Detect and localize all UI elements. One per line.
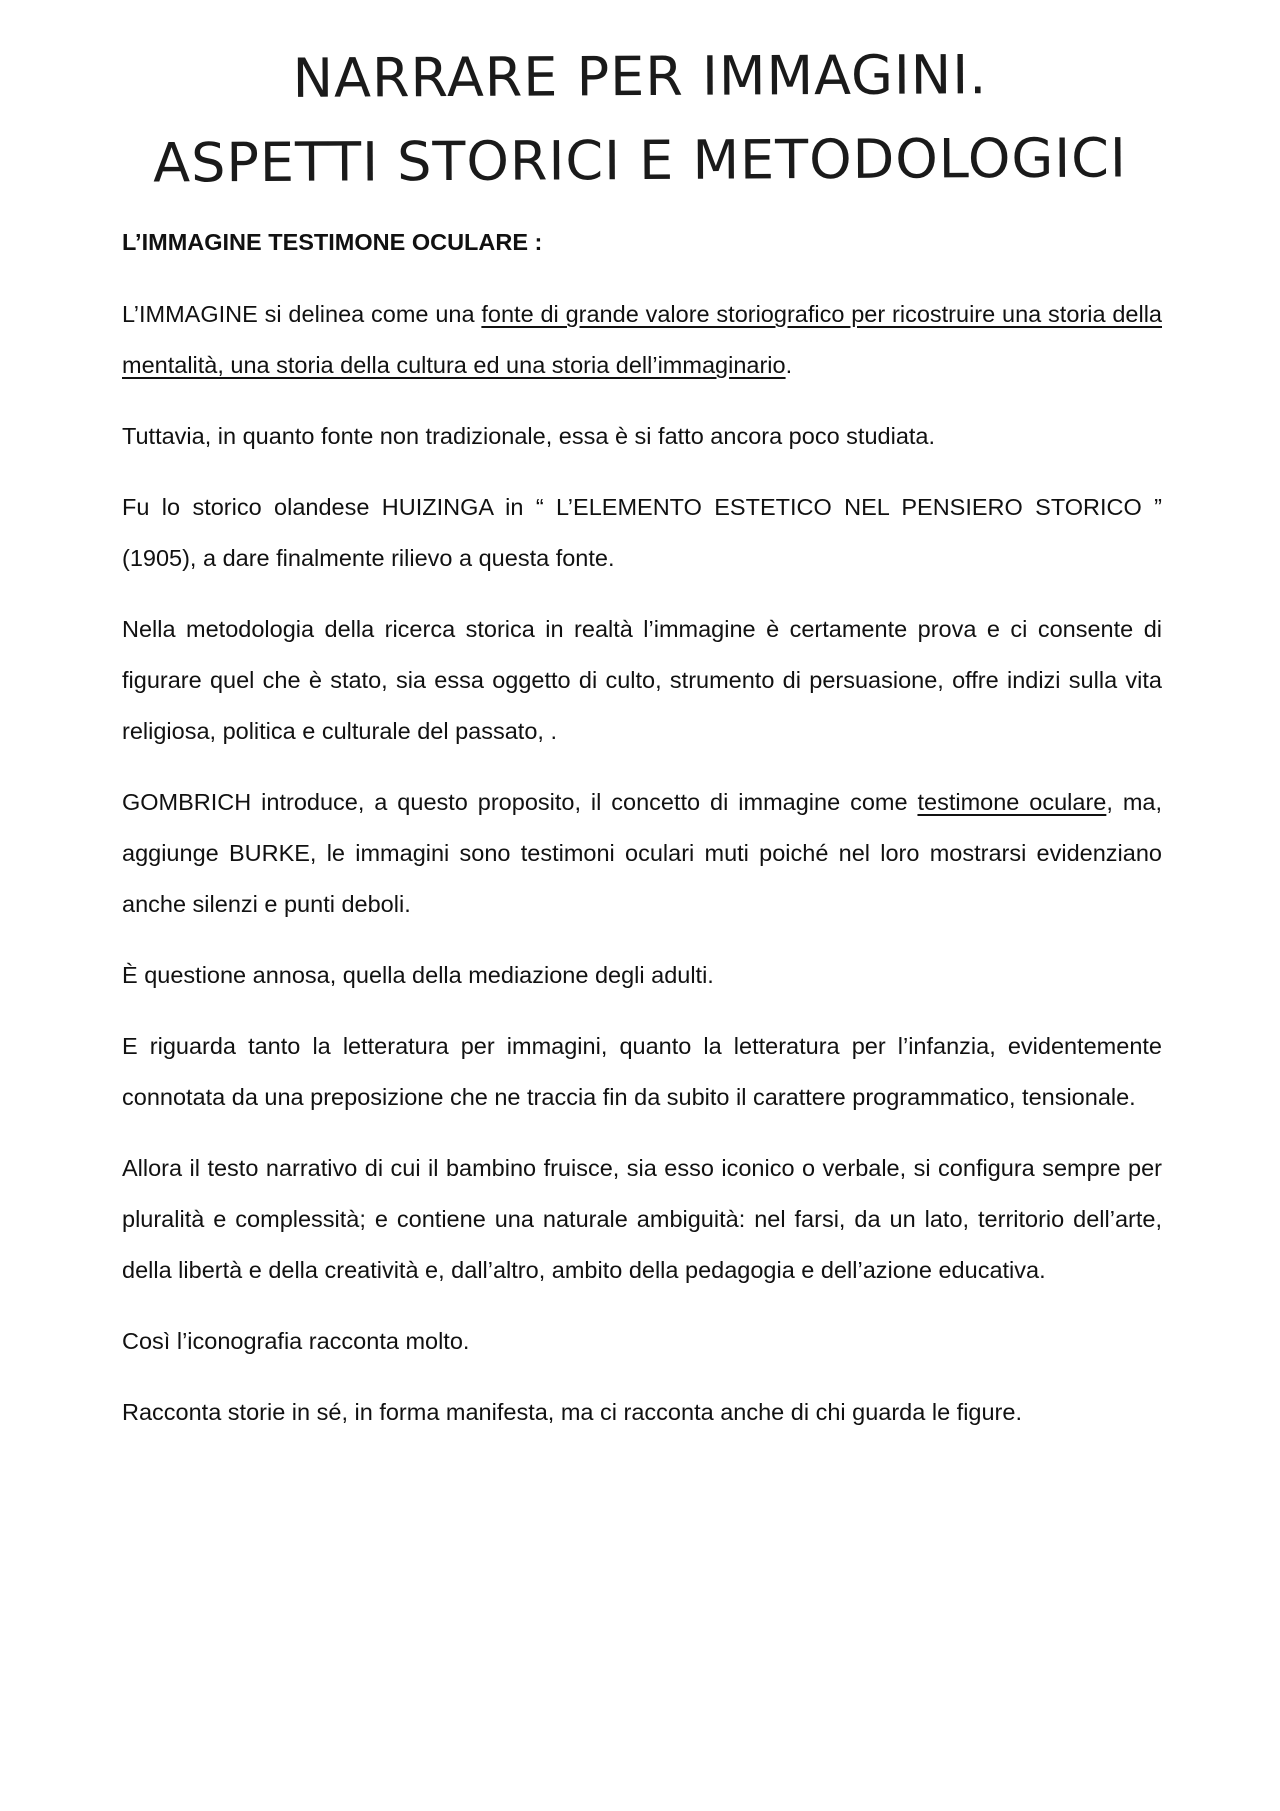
paragraph-6: È questione annosa, quella della mediazione degli adulti.: [122, 962, 714, 988]
paragraph-4: Nella metodologia della ricerca storica in realtà l’immagine è certamente prova e ci consente di figurare quel che è stato, sia essa oggetto di culto, strumento di persuasione, offre indizi sulla vita religiosa, politica e culturale del passato, .: [122, 616, 1162, 744]
document-body: [122, 222, 1162, 1458]
paragraph-1-intro: L’IMMAGINE si delinea come una: [122, 301, 482, 327]
paragraph-1-underlined: fonte di grande valore storiografico per ricostruire una storia della mentalità, una storia della cultura ed una storia dell’immaginario: [122, 301, 1162, 378]
section-heading: L’IMMAGINE TESTIMONE OCULARE :: [122, 229, 543, 255]
paragraph-5-rest: , ma, aggiunge BURKE, le immagini sono testimoni oculari muti poiché nel loro mostrarsi evidenziano anche silenzi e punti deboli.: [122, 789, 1162, 917]
paragraph-5-intro: GOMBRICH introduce, a questo proposito, il concetto di immagine come: [122, 789, 918, 815]
paragraph-1-end: .: [785, 352, 793, 378]
paragraph-2: Tuttavia, in quanto fonte non tradizionale, essa è si fatto ancora poco studiata.: [122, 423, 936, 449]
page-title-line-1: NARRARE PER IMMAGINI.: [292, 43, 988, 110]
paragraph-3: Fu lo storico olandese HUIZINGA in “ L’ELEMENTO ESTETICO NEL PENSIERO STORICO ” (1905), a dare finalmente rilievo a questa fonte.: [122, 494, 1162, 571]
paragraph-8: Allora il testo narrativo di cui il bambino fruisce, sia esso iconico o verbale, si configura sempre per pluralità e complessità; e contiene una naturale ambiguità: nel farsi, da un lato, territorio dell’arte, della libertà e della creatività e, dall’altro, ambito della pedagogia e dell’azione educativa.: [122, 1155, 1162, 1283]
paragraph-9: Così l’iconografia racconta molto.: [122, 1328, 470, 1354]
paragraph-10: Racconta storie in sé, in forma manifesta, ma ci racconta anche di chi guarda le figure.: [122, 1399, 1022, 1425]
paragraph-7: E riguarda tanto la letteratura per immagini, quanto la letteratura per l’infanzia, evidentemente connotata da una preposizione che ne traccia fin da subito il carattere programmatico, tensionale.: [122, 1033, 1162, 1110]
page-title-line-2: ASPETTI STORICI E METODOLOGICI: [153, 126, 1127, 195]
paragraph-1: [122, 289, 1162, 391]
paragraph-5: [122, 777, 1162, 930]
paragraph-5-underlined: testimone oculare: [917, 789, 1107, 815]
